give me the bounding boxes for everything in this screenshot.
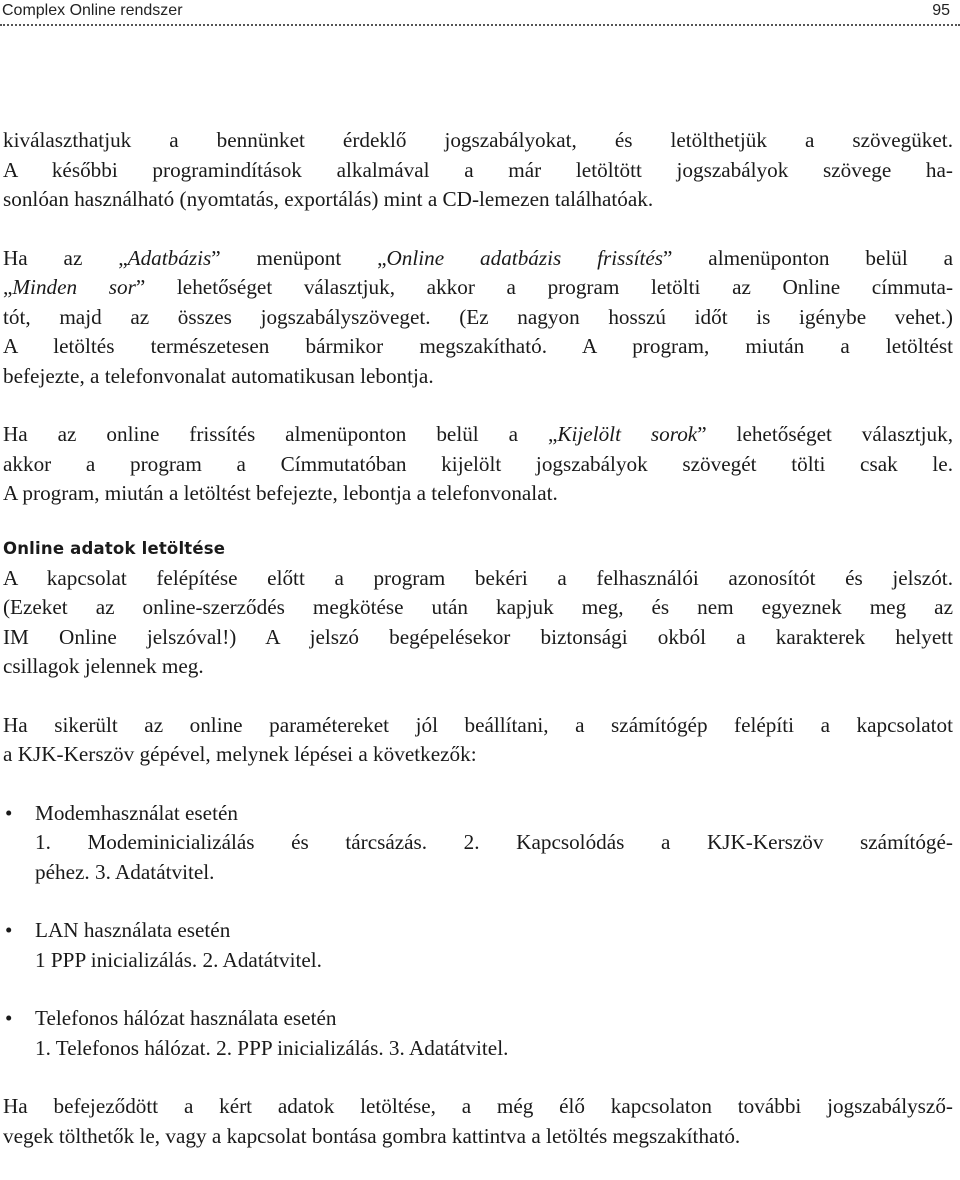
list-item (3, 799, 953, 888)
paragraph-line (3, 273, 953, 303)
list-item-line: 1. Telefonos hálózat. 2. PPP inicializálás. 3. Adatátvitel. (35, 1035, 509, 1060)
list-item-line: 1. Modeminicializálás és tárcsázás. 2. Kapcsolódás a KJK-Kerszöv számítógé- (35, 830, 953, 854)
paragraph-line: Ha befejeződött a kért adatok letöltése, a még élő kapcsolaton további jogszabálysző- (3, 1094, 953, 1118)
text-run: „ (3, 275, 13, 299)
paragraph-line (3, 420, 953, 450)
paragraph-line: vegek tölthetők le, vagy a kapcsolat bontása gombra kattintva a letöltés megszakítható. (3, 1123, 741, 1148)
list-item (3, 1004, 953, 1063)
paragraph-line: A későbbi programindítások alkalmával a már letöltött jogszabályok szövege ha- (3, 157, 953, 182)
menu-name-adatbazis: Adatbázis (127, 245, 212, 270)
text-run: Ha az „ (3, 245, 128, 270)
paragraph-line: Ha sikerült az online paramétereket jól beállítani, a számítógép felépíti a kapcsolatot (3, 712, 953, 737)
text-run: ” lehetőséget választjuk, (697, 422, 953, 446)
paragraph-3 (3, 420, 953, 509)
paragraph-line: (Ezeket az online-szerződés megkötése után kapjuk meg, és nem egyeznek meg az (3, 595, 953, 619)
list-item-line: péhez. 3. Adatátvitel. (35, 859, 215, 884)
list-item-title: Telefonos hálózat használata esetén (35, 1006, 337, 1030)
body-text (3, 126, 953, 1180)
paragraph-5 (3, 711, 953, 770)
list-item (3, 916, 953, 975)
paragraph-6 (3, 1092, 953, 1151)
bullet-icon: • (5, 918, 13, 942)
paragraph-line: csillagok jelennek meg. (3, 654, 204, 678)
text-run: ” lehetőséget választjuk, akkor a program letölti az Online címmuta- (135, 275, 953, 299)
option-name-minden-sor: Minden sor (12, 275, 136, 299)
paragraph-line: befejezte, a telefonvonalat automatikusan lebontja. (3, 363, 434, 388)
bullet-icon: • (5, 800, 13, 825)
list-item-title: Modemhasználat esetén (35, 800, 238, 825)
paragraph-line: A kapcsolat felépítése előtt a program bekéri a felhasználói azonosítót és jelszót. (3, 565, 953, 590)
option-name-kijelolt-sorok: Kijelölt sorok (557, 422, 698, 446)
paragraph-4 (3, 564, 953, 682)
menu-name-online-frissites: Online adatbázis frissítés (386, 245, 664, 270)
paragraph-line: IM Online jelszóval!) A jelszó begépelésekor biztonsági okból a karakterek helyett (3, 624, 953, 649)
paragraph-line: A program, miután a letöltést befejezte, lebontja a telefonvonalat. (3, 481, 558, 505)
running-header (0, 0, 960, 26)
header-divider (0, 24, 960, 26)
paragraph-line: A letöltés természetesen bármikor megszakítható. A program, miután a letöltést (3, 334, 953, 358)
bullet-icon: • (5, 1006, 13, 1030)
paragraph-2 (3, 244, 953, 392)
section-heading: Online adatok letöltése (3, 538, 226, 558)
paragraph-line (3, 244, 953, 274)
paragraph-1 (3, 126, 953, 215)
text-run: ” menüpont „ (211, 245, 387, 270)
list-item-title: LAN használata esetén (35, 918, 231, 942)
text-run: Ha az online frissítés almenüponton belül a „ (3, 422, 558, 446)
paragraph-line: kiválaszthatjuk a bennünket érdeklő jogszabályokat, és letölthetjük a szövegüket. (3, 128, 953, 152)
paragraph-line: tót, majd az összes jogszabályszöveget. (Ez nagyon hosszú időt is igénybe vehet.) (3, 304, 953, 329)
paragraph-line: a KJK-Kerszöv gépével, melynek lépései a következők: (3, 742, 477, 766)
list-item-line: 1 PPP inicializálás. 2. Adatátvitel. (35, 947, 322, 972)
paragraph-line: akkor a program a Címmutatóban kijelölt jogszabályok szövegét tölti csak le. (3, 451, 953, 476)
header-title: Complex Online rendszer (2, 2, 183, 19)
text-run: ” almenüponton belül a (663, 245, 953, 270)
connection-steps-list (3, 799, 953, 1064)
paragraph-line: sonlóan használható (nyomtatás, exportálás) mint a CD-lemezen találhatóak. (3, 187, 654, 211)
page-number: 95 (932, 2, 950, 19)
